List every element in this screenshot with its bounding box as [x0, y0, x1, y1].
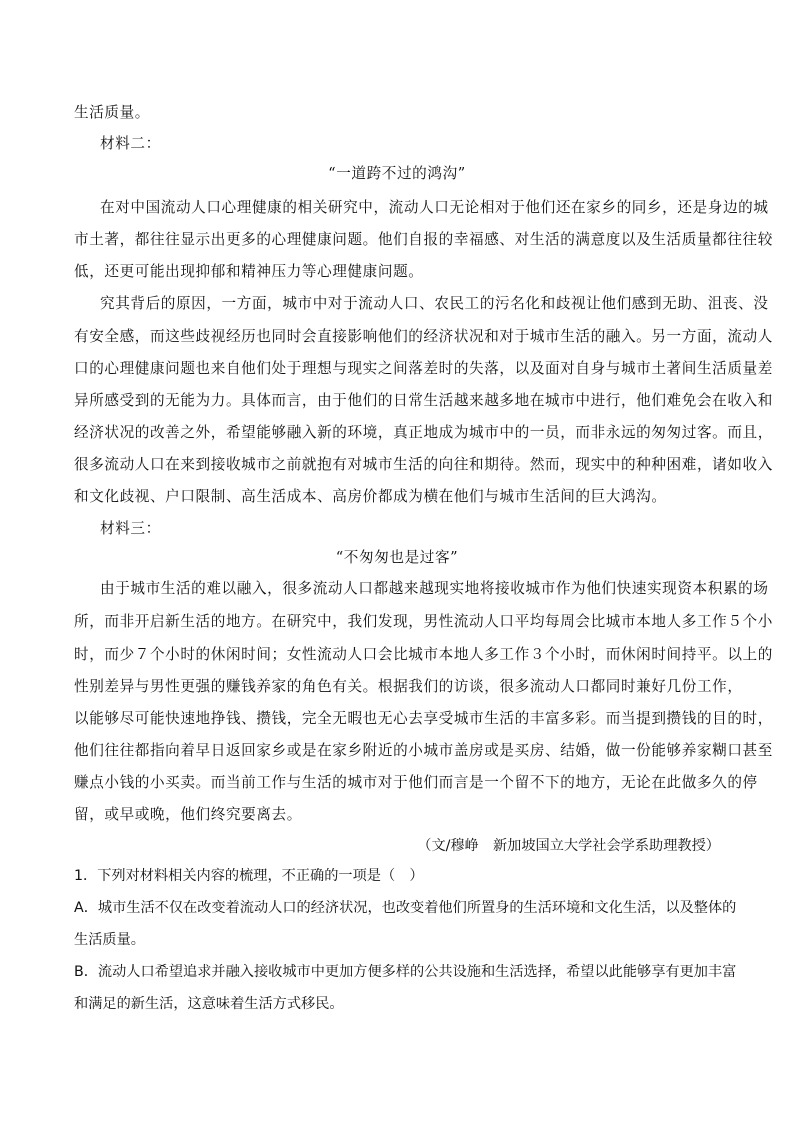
paragraph-line: 很多流动人口在来到接收城市之前就抱有对城市生活的向往和期待。然而，现实中的种种困难，诸如收入: [74, 456, 773, 473]
option-a-line: A．城市生活不仅在改变着流动人口的经济状况，也改变着他们所置身的生活环境和文化生活，以及整体的: [74, 900, 737, 916]
paragraph-line: 由于城市生活的难以融入，很多流动人口都越来越现实地将接收城市作为他们快速实现资本积累的场: [100, 580, 769, 597]
paragraph-line: 他们往往都指向着早日返回家乡或是在家乡附近的小城市盖房或是买房、结婚，做一份能够养家糊口甚至: [74, 742, 773, 759]
material-two-heading: 材料二：: [100, 135, 161, 152]
option-a-line: 生活质量。: [74, 932, 145, 948]
paragraph-line: 经济状况的改善之外，希望能够融入新的环境，真正地成为城市中的一员，而非永远的匆匆过客。而且，: [74, 424, 773, 441]
paragraph-line: 时，而少７个小时的休闲时间；女性流动人口会比城市本地人多工作３个小时，而休闲时间持平。以上的: [74, 646, 773, 663]
paragraph-line: 和文化歧视、户口限制、高生活成本、高房价都成为横在他们与城市生活间的巨大鸿沟。: [74, 488, 667, 505]
material-three-title: “不匆匆也是过客”: [335, 549, 459, 566]
source-attribution: （文/穆峥 新加坡国立大学社会学系助理教授）: [417, 838, 720, 854]
question-stem: 1．下列对材料相关内容的梳理，不正确的一项是（ ）: [74, 868, 424, 884]
paragraph-line: 异所感受到的无能为力。具体而言，由于他们的日常生活越来越多地在城市中进行，他们难免会在收入和: [74, 392, 773, 409]
paragraph-line: 市土著，都往往显示出更多的心理健康问题。他们自报的幸福感、对生活的满意度以及生活质量都往往较: [74, 231, 773, 248]
paragraph-line: 有安全感，而这些歧视经历也同时会直接影响他们的经济状况和对于城市生活的融入。另一方面，流动人: [74, 328, 773, 345]
paragraph-line: 低，还更可能出现抑郁和精神压力等心理健康问题。: [74, 263, 424, 280]
paragraph-line: 以能够尽可能快速地挣钱、攒钱，完全无暇也无心去享受城市生活的丰富多彩。而当提到攒钱的目的时，: [74, 710, 773, 727]
paragraph-line: 究其背后的原因，一方面，城市中对于流动人口、农民工的污名化和歧视让他们感到无助、沮丧、没: [100, 295, 769, 312]
paragraph-line: 赚点小钱的小买卖。而当前工作与生活的城市对于他们而言是一个留不下的地方，无论在此做多久的停: [74, 774, 758, 791]
paragraph-line: 生活质量。: [74, 104, 150, 121]
paragraph-line: 口的心理健康问题也来自他们处于理想与现实之间落差时的失落，以及面对自身与城市土著间生活质量差: [74, 360, 773, 377]
paragraph-line: 性别差异与男性更强的赚钱养家的角色有关。根据我们的访谈，很多流动人口都同时兼好几份工作，: [74, 678, 743, 695]
option-b-line: B．流动人口希望追求并融入接收城市中更加方便多样的公共设施和生活选择，希望以此能够享有更加丰富: [74, 964, 737, 980]
paragraph-line: 留，或早或晚，他们终究要离去。: [74, 806, 302, 823]
paragraph-line: 在对中国流动人口心理健康的相关研究中，流动人口无论相对于他们还在家乡的同乡，还是身边的城: [100, 199, 769, 216]
material-two-title: “一道跨不过的鸿沟”: [328, 165, 466, 182]
option-b-line: 和满足的新生活，这意味着生活方式移民。: [74, 996, 344, 1012]
paragraph-line: 所，而非开启新生活的地方。在研究中，我们发现，男性流动人口平均每周会比城市本地人多工作５个小: [74, 613, 773, 630]
material-three-heading: 材料三：: [100, 520, 161, 537]
